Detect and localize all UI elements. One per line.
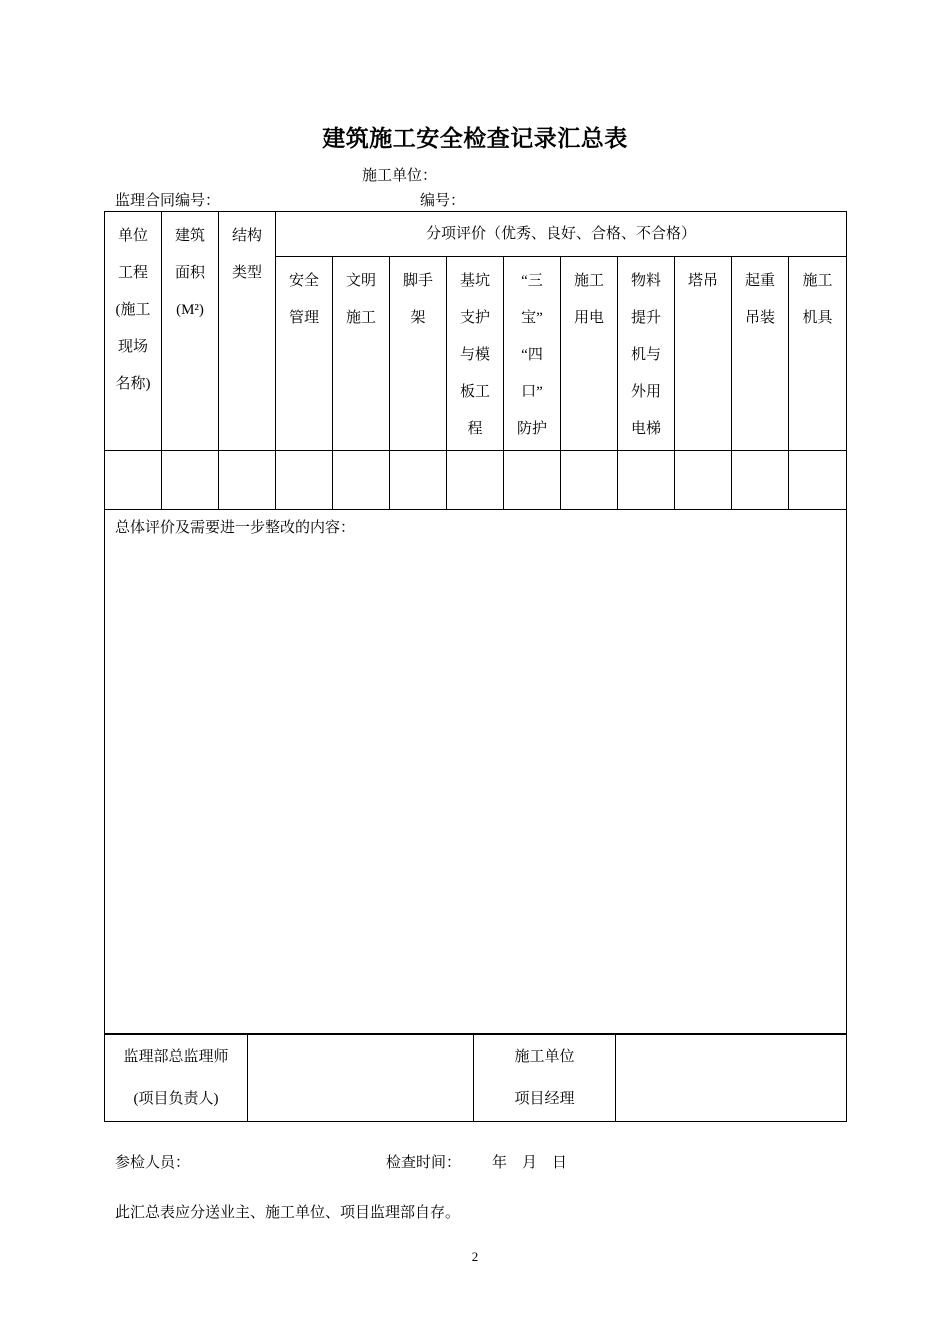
- supervisor-signature-cell[interactable]: [248, 1035, 474, 1122]
- header-unit-line: 单位: [117, 228, 148, 244]
- header-area-line: 面积: [174, 265, 205, 281]
- subheader-machinery: [789, 257, 847, 451]
- distribution-note: 此汇总表应分送业主、施工单位、项目监理部自存。: [115, 1205, 461, 1221]
- document-title: 建筑施工安全检查记录汇总表: [322, 126, 628, 151]
- subheader-line: 塔吊: [687, 273, 718, 290]
- header-structure-line: 类型: [231, 265, 262, 281]
- subheader-line: 电梯: [630, 421, 661, 438]
- data-cell[interactable]: [789, 451, 847, 510]
- subheader-line: 外用: [630, 384, 661, 401]
- subheader-line: “四: [521, 347, 543, 364]
- contractor-signature-cell[interactable]: [616, 1035, 847, 1122]
- subheader-line: 施工: [345, 310, 376, 327]
- subheader-line: 文明: [345, 273, 376, 290]
- header-area: [162, 212, 219, 451]
- subheader-line: 支护: [459, 310, 490, 327]
- data-cell[interactable]: [390, 451, 447, 510]
- page-number: 2: [471, 1249, 479, 1264]
- data-cell[interactable]: [618, 451, 675, 510]
- inspection-table: [104, 211, 847, 1034]
- subheader-civilized-construction: [333, 257, 390, 451]
- subheader-line: 机具: [802, 310, 833, 327]
- subheader-line: 提升: [630, 310, 661, 327]
- subheader-line: 起重: [744, 273, 775, 290]
- header-area-line: (M²): [176, 302, 204, 318]
- contractor-line: 项目经理: [514, 1091, 575, 1107]
- subheader-line: 安全: [288, 273, 319, 290]
- data-cell[interactable]: [504, 451, 561, 510]
- subheader-line: 程: [467, 421, 483, 438]
- subheader-foundation-pit: [447, 257, 504, 451]
- data-cell[interactable]: [447, 451, 504, 510]
- header-unit-line: (施工: [115, 302, 151, 318]
- header-unit-line: 工程: [117, 265, 148, 281]
- subheader-line: 机与: [630, 347, 661, 364]
- data-cell[interactable]: [732, 451, 789, 510]
- contractor-label: [474, 1035, 616, 1122]
- data-cell[interactable]: [561, 451, 618, 510]
- header-unit-line: 现场: [117, 339, 148, 355]
- subheader-line: 口”: [521, 384, 543, 401]
- data-cell[interactable]: [333, 451, 390, 510]
- subheader-line: 防护: [516, 421, 547, 438]
- subheader-line: 基坑: [459, 273, 490, 290]
- construction-unit-label: 施工单位：: [362, 168, 438, 184]
- supervisor-line: 监理部总监理师: [123, 1049, 229, 1065]
- subheader-line: 架: [410, 310, 426, 327]
- participants-label: 参检人员：: [115, 1155, 191, 1171]
- subheader-three-treasures: [504, 257, 561, 451]
- contract-no-label: 监理合同编号：: [115, 193, 221, 209]
- subheader-line: 物料: [630, 273, 661, 290]
- header-structure-line: 结构: [231, 228, 262, 244]
- header-unit: [105, 212, 162, 451]
- data-cell[interactable]: [675, 451, 732, 510]
- summary-label: 总体评价及需要进一步整改的内容：: [115, 520, 356, 536]
- subheader-line: 用电: [573, 310, 604, 327]
- signature-table: [104, 1034, 847, 1122]
- data-cell[interactable]: [219, 451, 276, 510]
- data-cell[interactable]: [162, 451, 219, 510]
- table-row: [105, 451, 847, 510]
- supervisor-label: [105, 1035, 248, 1122]
- subheader-safety-management: [276, 257, 333, 451]
- header-item-evaluation: 分项评价（优秀、良好、合格、不合格）: [276, 212, 847, 257]
- subheader-electricity: [561, 257, 618, 451]
- check-date: 年 月 日: [492, 1155, 568, 1171]
- data-cell[interactable]: [105, 451, 162, 510]
- subheader-line: “三: [521, 273, 543, 290]
- subheader-line: 施工: [573, 273, 604, 290]
- subheader-line: 管理: [288, 310, 319, 327]
- subheader-line: 板工: [459, 384, 490, 401]
- supervisor-line: (项目负责人): [133, 1091, 219, 1107]
- subheader-hoist-elevator: [618, 257, 675, 451]
- data-cell[interactable]: [276, 451, 333, 510]
- subheader-lifting: [732, 257, 789, 451]
- header-structure: [219, 212, 276, 451]
- subheader-tower-crane: [675, 257, 732, 451]
- subheader-line: 宝”: [521, 310, 543, 327]
- check-time-label: 检查时间：: [386, 1155, 462, 1171]
- header-area-line: 建筑: [174, 228, 205, 244]
- subheader-scaffolding: [390, 257, 447, 451]
- subheader-line: 脚手: [402, 273, 433, 290]
- serial-no-label: 编号：: [420, 193, 466, 209]
- subheader-line: 与模: [459, 347, 490, 364]
- subheader-line: 吊装: [744, 310, 775, 327]
- subheader-line: 施工: [802, 273, 833, 290]
- contractor-line: 施工单位: [514, 1049, 575, 1065]
- header-unit-line: 名称): [115, 376, 151, 392]
- summary-cell[interactable]: [105, 510, 847, 1034]
